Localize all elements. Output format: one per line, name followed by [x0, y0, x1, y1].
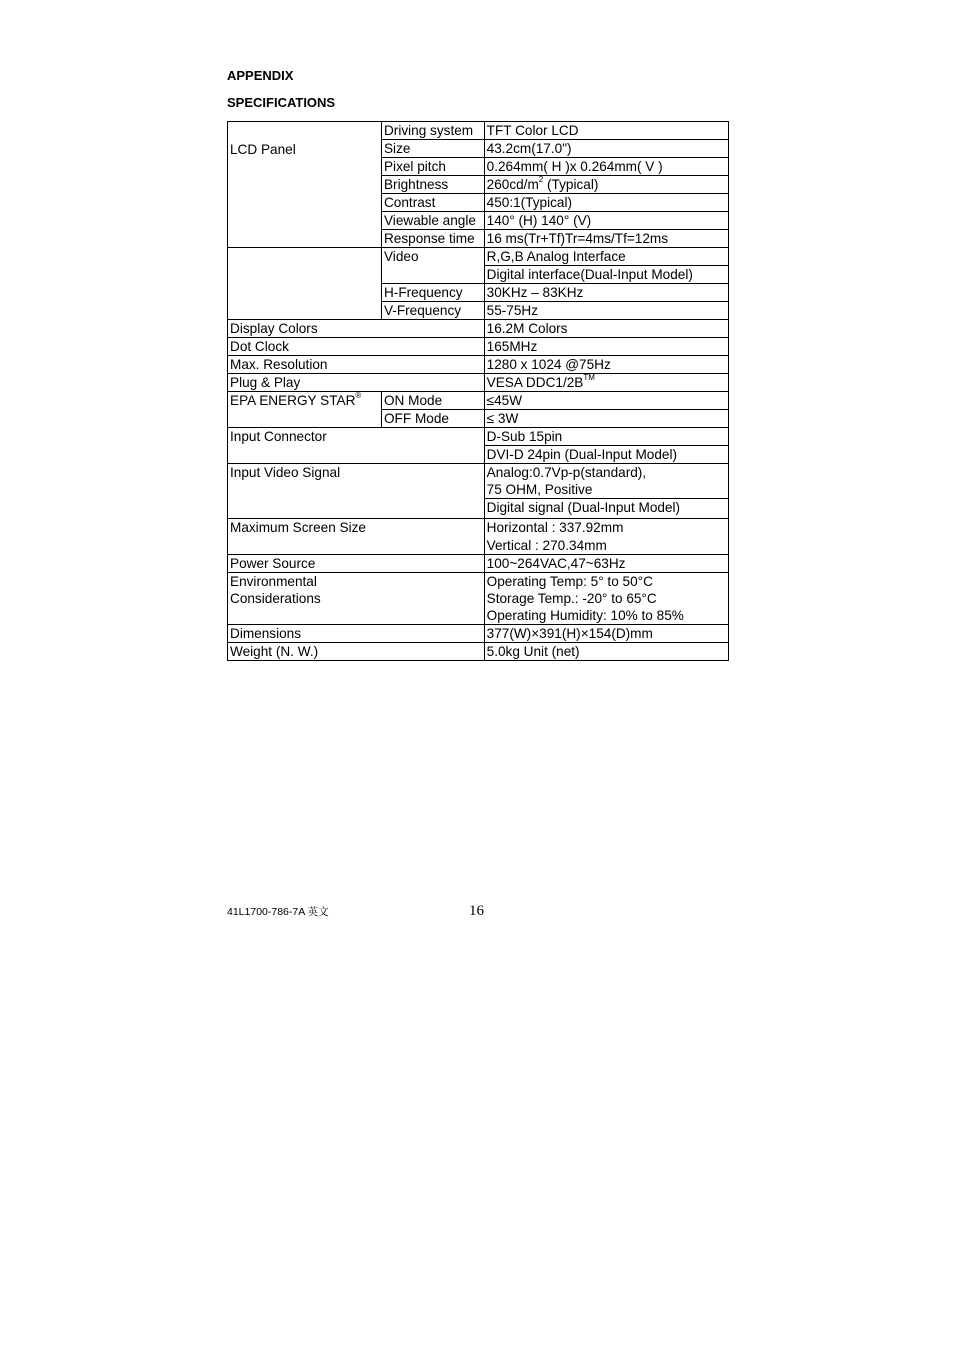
spec-value: $260cd/m^2$ (Typical) — [484, 176, 728, 194]
spec-name: Display Colors — [228, 320, 485, 338]
table-row — [228, 374, 729, 392]
spec-value: 450:1(Typical) — [484, 194, 728, 212]
spec-name: H-Frequency — [381, 284, 484, 302]
table-row — [228, 338, 729, 356]
spec-name: Dimensions — [228, 625, 485, 643]
spec-value: Operating Temp: 5° to 50°C Storage Temp.: -20° to 65°C Operating Humidity: 10% to 85% — [484, 573, 728, 625]
spec-value: 30KHz – 83KHz — [484, 284, 728, 302]
spec-name: OFF Mode — [381, 410, 484, 428]
spec-value: 5.0kg Unit (net) — [484, 643, 728, 661]
spec-name: EPA ENERGY STAR® — [228, 392, 382, 428]
spec-value: Horizontal : 337.92mm Vertical : 270.34mm — [484, 519, 728, 555]
specifications-heading: SPECIFICATIONS — [227, 95, 336, 110]
spec-value: Digital signal (Dual-Input Model) — [484, 499, 728, 519]
spec-value: R,G,B Analog Interface — [484, 248, 728, 266]
spec-value: 165MHz — [484, 338, 728, 356]
spec-name: Size — [381, 140, 484, 158]
spec-value: 16.2M Colors — [484, 320, 728, 338]
table-row — [228, 320, 729, 338]
table-row — [228, 573, 729, 625]
table-row — [228, 428, 729, 446]
spec-name: Driving system — [381, 122, 484, 140]
spec-name: ON Mode — [381, 392, 484, 410]
spec-value: 1280 x 1024 @75Hz — [484, 356, 728, 374]
spec-value: 55-75Hz — [484, 302, 728, 320]
table-row — [228, 519, 729, 555]
specifications-table — [227, 121, 729, 661]
spec-value: ≤ 3W — [484, 410, 728, 428]
spec-value: 377(W)×391(H)×154(D)mm — [484, 625, 728, 643]
table-row — [228, 356, 729, 374]
spec-name: V-Frequency — [381, 302, 484, 320]
spec-name: Input Connector — [228, 428, 485, 464]
spec-name: Input Video Signal — [228, 464, 485, 519]
table-row — [228, 643, 729, 661]
trademark-superscript: TM — [583, 373, 595, 383]
superscript: 2 — [538, 175, 544, 185]
spec-name: Brightness — [381, 176, 484, 194]
spec-name: Response time — [381, 230, 484, 248]
spec-name: Dot Clock — [228, 338, 485, 356]
spec-value: DVI-D 24pin (Dual-Input Model) — [484, 446, 728, 464]
spec-value: VESA DDC1/2B™ — [484, 374, 728, 392]
spec-name: Viewable angle — [381, 212, 484, 230]
spec-value: TFT Color LCD — [484, 122, 728, 140]
table-row — [228, 122, 729, 140]
spec-value: 0.264mm( H )x 0.264mm( V ) — [484, 158, 728, 176]
spec-value: 43.2cm(17.0") — [484, 140, 728, 158]
spec-name: Maximum Screen Size — [228, 519, 485, 555]
table-row — [228, 248, 729, 266]
spec-value: 140° (H) 140° (V) — [484, 212, 728, 230]
table-row — [228, 625, 729, 643]
spec-value: 16 ms(Tr+Tf)Tr=4ms/Tf=12ms — [484, 230, 728, 248]
spec-name: Contrast — [381, 194, 484, 212]
spec-name: Plug & Play — [228, 374, 485, 392]
spec-value: D-Sub 15pin — [484, 428, 728, 446]
spec-value: Digital interface(Dual-Input Model) — [484, 266, 728, 284]
spec-name: Pixel pitch — [381, 158, 484, 176]
spec-name: Max. Resolution — [228, 356, 485, 374]
document-id: 41L1700-786-7A 英文 — [227, 906, 329, 918]
registered-superscript: ® — [355, 391, 362, 401]
spec-value: Analog:0.7Vp-p(standard), 75 OHM, Positive — [484, 464, 728, 499]
spec-name: Environmental Considerations — [228, 573, 485, 625]
appendix-heading: APPENDIX — [227, 68, 294, 83]
spec-value: ≤45W — [484, 392, 728, 410]
page-number: 16 — [469, 903, 484, 919]
spec-name: Video — [381, 248, 484, 284]
input-group-label — [228, 248, 382, 320]
spec-name: Power Source — [228, 555, 485, 573]
spec-name: Weight (N. W.) — [228, 643, 485, 661]
lcd-panel-label: LCD Panel — [228, 122, 382, 248]
table-row — [228, 392, 729, 410]
table-row — [228, 464, 729, 499]
spec-value: 100~264VAC,47~63Hz — [484, 555, 728, 573]
table-row — [228, 555, 729, 573]
